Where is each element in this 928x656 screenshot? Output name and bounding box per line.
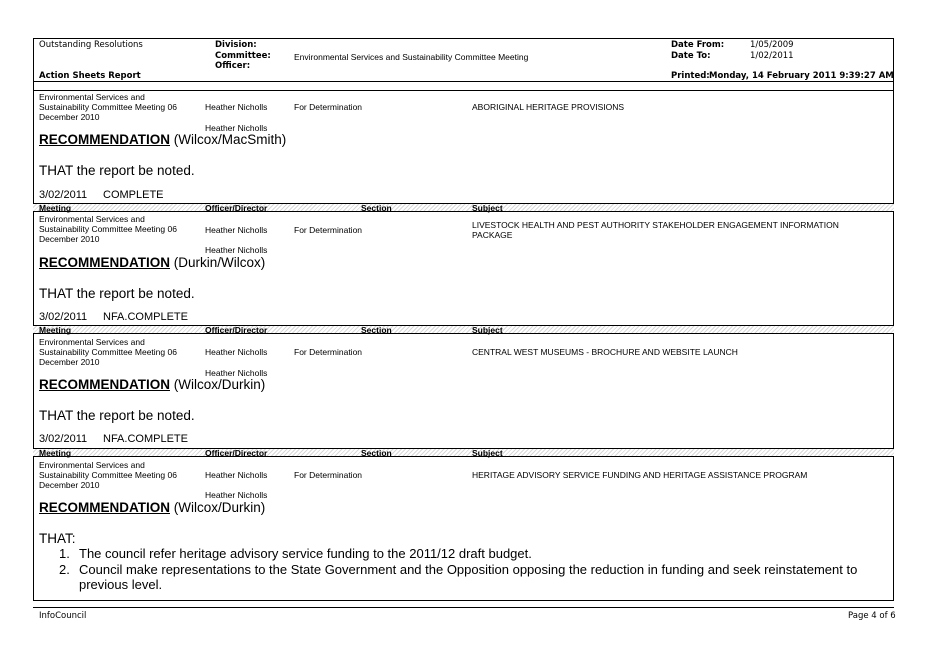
row-separator (33, 90, 894, 91)
meeting-line: December 2010 (39, 480, 100, 490)
col-meeting: Meeting (39, 203, 72, 213)
list-item-continuation: previous level. (79, 577, 163, 592)
meeting-line: Environmental Services and (39, 460, 145, 470)
recommendation-movers: (Durkin/Wilcox) (173, 255, 266, 270)
status-badge: NFA.COMPLETE (103, 311, 188, 323)
col-section: Section (361, 203, 392, 213)
list-item-number: 1. (59, 546, 70, 561)
meeting-line: Sustainability Committee Meeting 06 (39, 224, 177, 234)
subject-line: PACKAGE (472, 230, 513, 240)
meeting-cell (39, 92, 177, 122)
report-name: Outstanding Resolutions (39, 40, 143, 50)
meeting-line: Sustainability Committee Meeting 06 (39, 470, 177, 480)
officer-cell-2: Heather Nicholls (205, 490, 268, 500)
col-meeting: Meeting (39, 325, 72, 335)
printed-label: Printed: (671, 71, 710, 81)
recommendation-label: RECOMMENDATION (39, 377, 170, 392)
frame-bottom-border (33, 600, 894, 601)
date-to-label: Date To: (671, 51, 711, 61)
section-cell: For Determination (294, 347, 363, 357)
recommendation-heading (39, 500, 265, 515)
recommendation-heading (39, 377, 265, 392)
subject-line: LIVESTOCK HEALTH AND PEST AUTHORITY STAKEHOLDER ENGAGEMENT INFORMATION (472, 220, 839, 230)
list-item: The council refer heritage advisory service funding to the 2011/12 draft budget. (79, 546, 532, 561)
meeting-cell (39, 460, 177, 490)
col-subject: Subject (472, 325, 503, 335)
subject-cell: HERITAGE ADVISORY SERVICE FUNDING AND HERITAGE ASSISTANCE PROGRAM (472, 470, 808, 480)
section-cell: For Determination (294, 102, 363, 112)
meeting-line: Sustainability Committee Meeting 06 (39, 347, 177, 357)
report-type: Action Sheets Report (39, 71, 141, 81)
recommendation-label: RECOMMENDATION (39, 255, 170, 270)
officer-cell-2: Heather Nicholls (205, 368, 268, 378)
officer-label: Officer: (215, 61, 251, 71)
col-section: Section (361, 448, 392, 458)
resolution-text: THAT the report be noted. (39, 163, 195, 178)
officer-cell: Heather Nicholls (205, 225, 268, 235)
officer-cell-2: Heather Nicholls (205, 123, 268, 133)
meeting-cell (39, 337, 177, 367)
recommendation-movers: (Wilcox/MacSmith) (173, 132, 287, 147)
officer-cell: Heather Nicholls (205, 347, 268, 357)
frame-left-border (33, 82, 34, 601)
col-officer: Officer/Director (205, 448, 268, 458)
status-date: 3/02/2011 (39, 311, 88, 323)
printed-value: Monday, 14 February 2011 9:39:27 AM (709, 71, 894, 81)
col-officer: Officer/Director (205, 325, 268, 335)
col-officer: Officer/Director (205, 203, 268, 213)
footer-rule (33, 607, 894, 608)
frame-right-border (893, 82, 894, 601)
status-date: 3/02/2011 (39, 433, 88, 445)
meeting-line: Environmental Services and (39, 92, 145, 102)
col-section: Section (361, 325, 392, 335)
column-header-row (33, 448, 894, 457)
meeting-cell (39, 214, 177, 244)
status-date: 3/02/2011 (39, 189, 88, 201)
column-header-row (33, 203, 894, 212)
footer-app-name: InfoCouncil (39, 611, 87, 621)
resolution-text: THAT the report be noted. (39, 408, 195, 423)
date-from-value: 1/05/2009 (750, 40, 794, 50)
section-cell: For Determination (294, 470, 363, 480)
col-subject: Subject (472, 203, 503, 213)
recommendation-movers: (Wilcox/Durkin) (173, 377, 266, 392)
division-label: Division: (215, 40, 257, 50)
subject-cell: ABORIGINAL HERITAGE PROVISIONS (472, 102, 625, 112)
meeting-line: December 2010 (39, 112, 100, 122)
officer-cell: Heather Nicholls (205, 102, 268, 112)
recommendation-label: RECOMMENDATION (39, 132, 170, 147)
date-to-value: 1/02/2011 (750, 51, 794, 61)
list-item: Council make representations to the State Government and the Opposition opposing the reduction in funding and seek reinstatement to (79, 562, 858, 577)
meeting-line: Environmental Services and (39, 214, 145, 224)
meeting-line: Environmental Services and (39, 337, 145, 347)
status-badge: NFA.COMPLETE (103, 433, 188, 445)
section-cell: For Determination (294, 225, 363, 235)
officer-cell-2: Heather Nicholls (205, 245, 268, 255)
resolution-text: THAT: (39, 531, 76, 546)
resolution-text: THAT the report be noted. (39, 286, 195, 301)
list-item-number: 2. (59, 562, 70, 577)
date-from-label: Date From: (671, 40, 725, 50)
footer-page-number: Page 4 of 6 (848, 611, 896, 621)
meeting-line: Sustainability Committee Meeting 06 (39, 102, 177, 112)
col-subject: Subject (472, 448, 503, 458)
subject-cell: CENTRAL WEST MUSEUMS - BROCHURE AND WEBSITE LAUNCH (472, 347, 738, 357)
meeting-line: December 2010 (39, 234, 100, 244)
status-badge: COMPLETE (103, 189, 164, 201)
recommendation-label: RECOMMENDATION (39, 500, 170, 515)
committee-value: Environmental Services and Sustainability Committee Meeting (294, 52, 529, 62)
meeting-line: December 2010 (39, 357, 100, 367)
recommendation-heading (39, 255, 265, 270)
recommendation-movers: (Wilcox/Durkin) (173, 500, 266, 515)
col-meeting: Meeting (39, 448, 72, 458)
column-header-row (33, 325, 894, 334)
subject-cell (472, 220, 839, 240)
officer-cell: Heather Nicholls (205, 470, 268, 480)
committee-label: Committee: (215, 51, 271, 61)
recommendation-heading (39, 132, 286, 147)
